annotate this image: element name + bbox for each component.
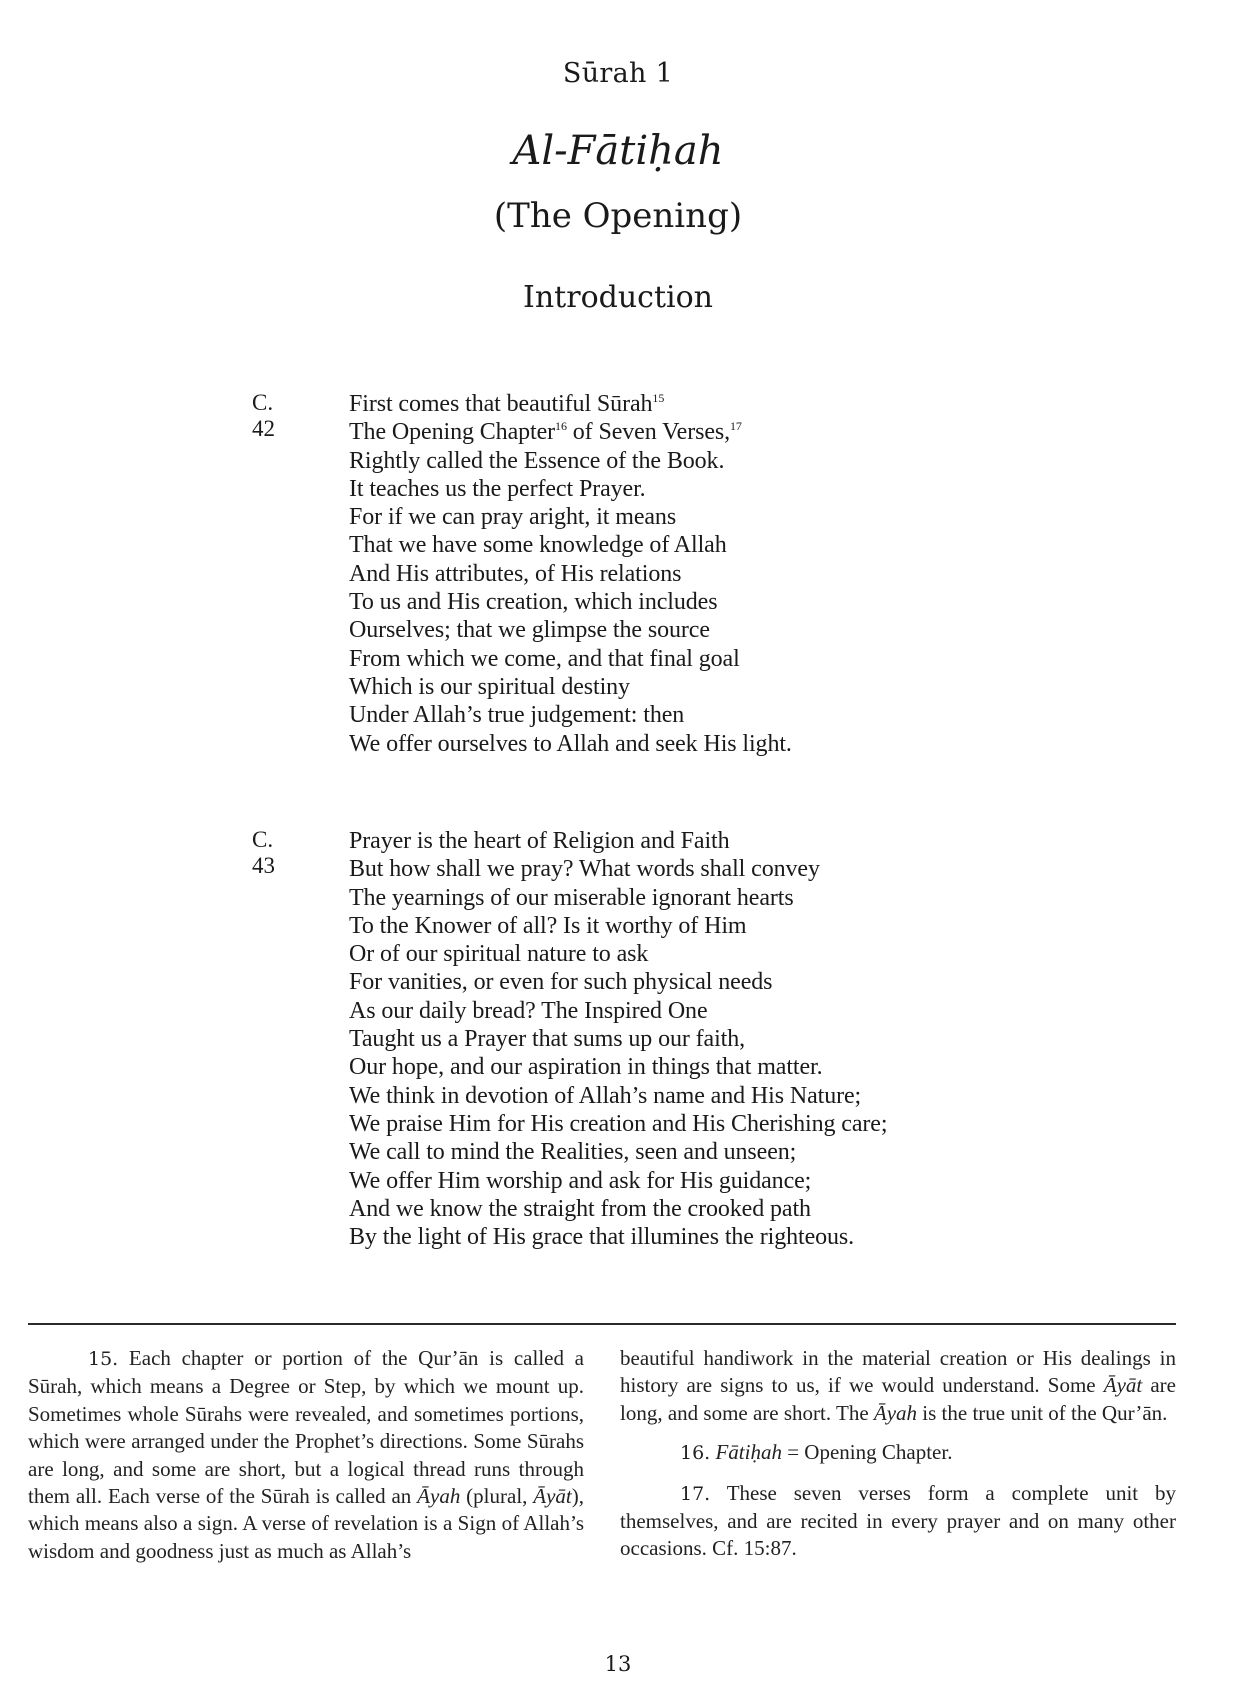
stanza-label: C. 43 [252,827,275,878]
footnote-ref-15[interactable]: 15 [652,391,665,405]
footnotes-left-column [28,1345,584,1565]
footnote-text: are long, and some are short. The [620,1373,1176,1425]
footnote-text: These seven verses form a complete unit by themselves, and are recited in every prayer and on many other occasions. Cf. 15:87. [620,1480,1176,1561]
verse-line: Prayer is the heart of Religion and Faith [349,828,730,854]
footnote-15-continued [620,1345,1176,1427]
footnote-term: Āyah [417,1484,461,1509]
footnote-term: Āyāt [533,1484,572,1509]
footnote-term: Āyah [873,1400,918,1425]
surah-translation: (The Opening) [493,196,743,236]
line-text: The Opening Chapter [349,419,556,446]
stanza-lines [349,827,1129,1251]
section-title: Introduction [523,280,713,315]
footnote-text: is the true unit of the Qur’ān. [917,1400,1168,1425]
footnote-number: 17. [680,1482,711,1505]
page-number: 13 [604,1652,632,1676]
verse-line: It teaches us the perfect Prayer. [349,475,646,502]
verse-line: To the Knower of all? Is it worthy of Him [349,912,747,939]
verse-line: Which is our spiritual destiny [349,673,630,700]
footnote-15 [28,1345,584,1565]
verse-line [349,390,1129,418]
footnote-number: 16. [680,1442,711,1465]
verse-line: From which we come, and that final goal [349,645,740,672]
verse-line: We offer Him worship and ask for His guidance; [349,1167,812,1194]
footnote-term: Āyāt [1103,1373,1143,1398]
verse-line: We offer ourselves to Allah and seek His light. [349,730,792,757]
verse-line: The yearnings of our miserable ignorant hearts [349,884,794,911]
verse-line: Or of our spiritual nature to ask [349,941,649,968]
footnote-text: ), which means also a sign. A verse of revelation is a Sign of Allah’s wisdom and goodness just as much as Allah’s [28,1484,584,1563]
verse-line: Ourselves; that we glimpse the source [349,617,710,644]
surah-number: Sūrah 1 [562,58,674,89]
footnote-number: 15. [88,1348,119,1370]
footnote-divider [28,1323,1176,1325]
line-text: of Seven Verses, [566,419,731,446]
verse-line: Rightly called the Essence of the Book. [349,447,725,474]
footnote-16 [620,1439,1176,1467]
line-text: First comes that beautiful Sūrah [349,391,653,417]
verse-line: We praise Him for His creation and His Cherishing care; [349,1110,888,1137]
verse-line: To us and His creation, which includes [349,589,718,616]
surah-name: Al-Fātiḥah [512,128,724,174]
footnote-ref-17[interactable]: 17 [730,419,742,434]
footnote-text: = Opening Chapter. [781,1440,953,1465]
footnote-term: Fātiḥah [715,1440,782,1465]
verse-line: We think in devotion of Allah’s name and His Nature; [349,1082,862,1109]
footnote-ref-16[interactable]: 16 [555,419,567,434]
verse-line: And we know the straight from the crooked path [349,1195,811,1222]
footnote-17 [620,1480,1176,1563]
verse-line: For vanities, or even for such physical needs [349,969,773,996]
footnote-text: Each chapter or portion of the Qur’ān is called a Sūrah, which means a Degree or Step, by which we mount up. Sometimes whole Sūrahs were revealed, and sometimes portions, which were arranged under the Prophet’s directions. Some Sūrahs are long, and some are short, but a logical thread runs through them all. Each verse of the Sūrah is called an [28,1346,584,1509]
verse-line: And His attributes, of His relations [349,560,682,587]
footnote-text: (plural, [460,1484,534,1509]
verse-line: But how shall we pray? What words shall convey [349,856,820,883]
verse-line [349,418,1129,446]
verse-line: For if we can pray aright, it means [349,504,677,531]
footnotes-right-column [620,1345,1176,1563]
verse-line: That we have some knowledge of Allah [349,532,727,559]
verse-line: As our daily bread? The Inspired One [349,997,708,1024]
verse-line: We call to mind the Realities, seen and unseen; [349,1139,797,1166]
verse-line: Under Allah’s true judgement: then [349,702,685,729]
verse-line: By the light of His grace that illumines the righteous. [349,1224,855,1251]
stanza-label: C. 42 [252,390,275,441]
verse-line: Our hope, and our aspiration in things that matter. [349,1054,823,1081]
footnote-text: beautiful handiwork in the material creation or His dealings in history are signs to us, if we would understand. Some [620,1346,1176,1398]
verse-line: Taught us a Prayer that sums up our faith, [349,1026,746,1053]
stanza-lines [349,390,1129,758]
